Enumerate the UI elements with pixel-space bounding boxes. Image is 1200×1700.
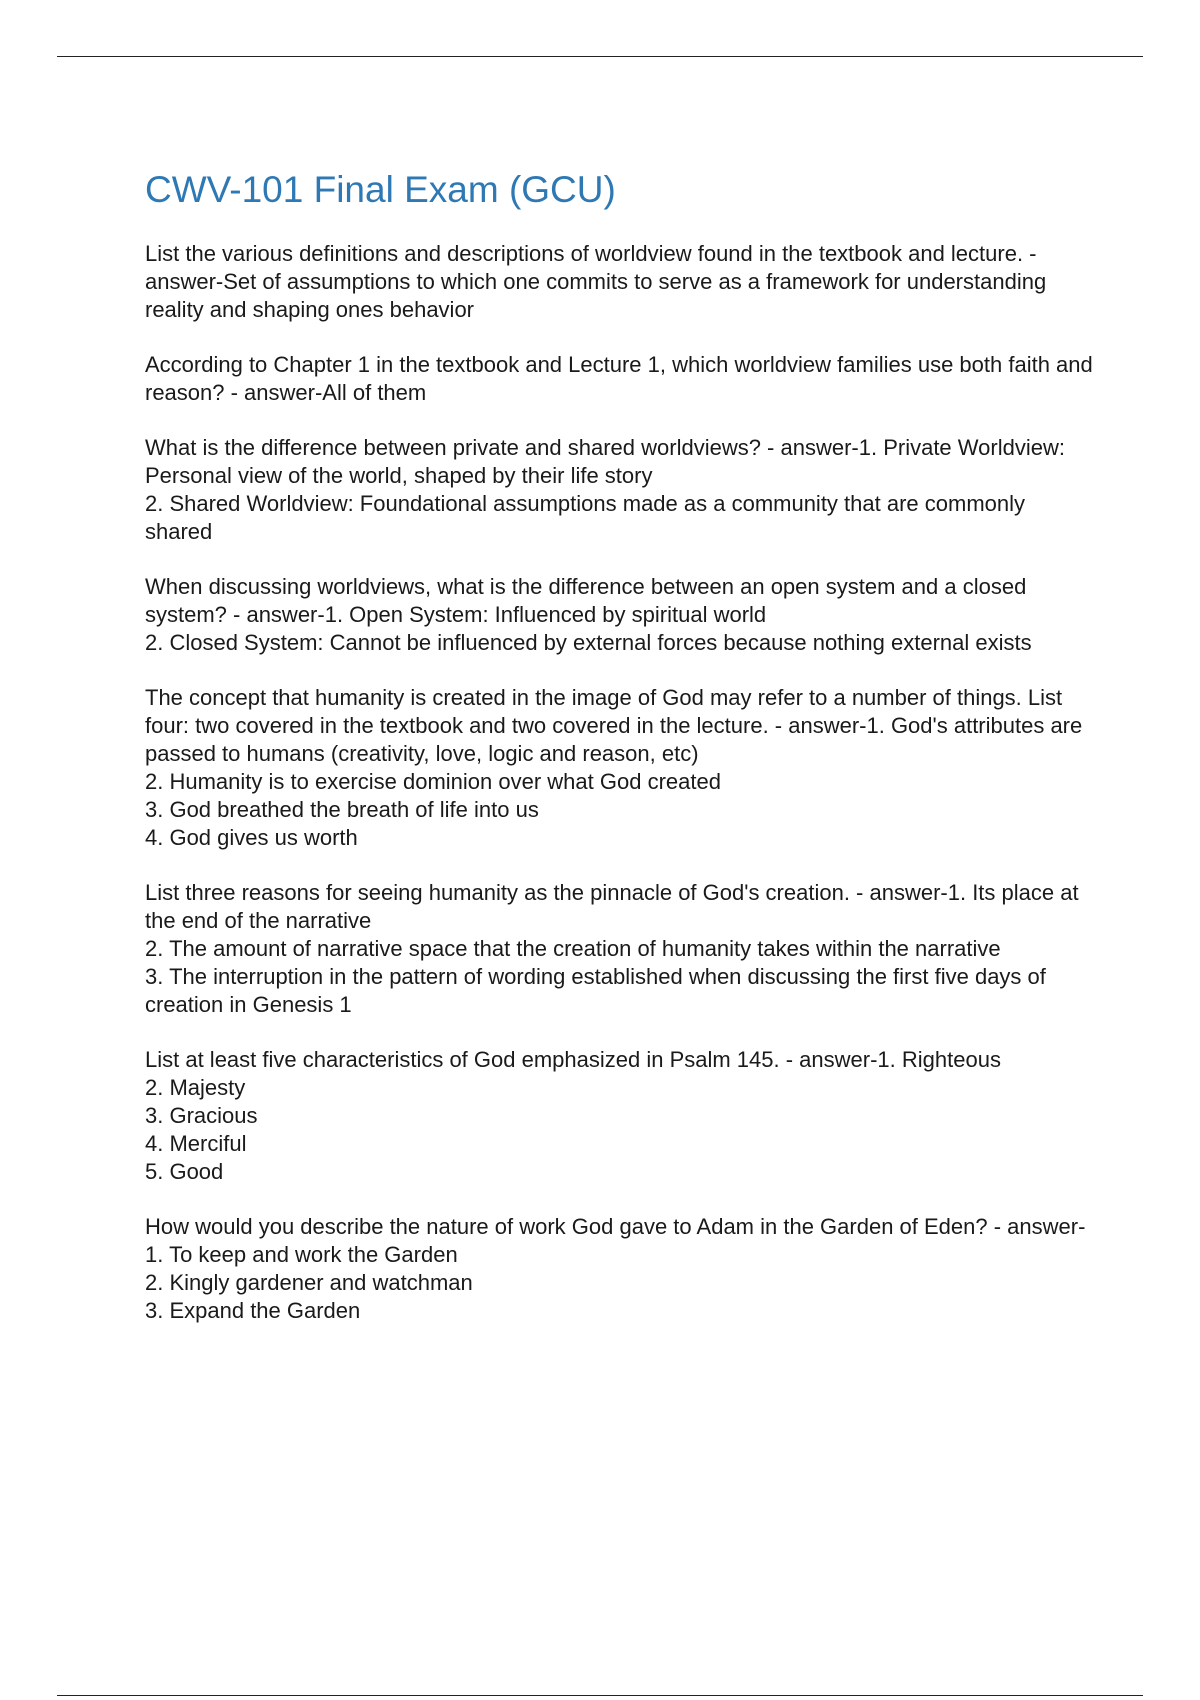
qa-text: 2. Closed System: Cannot be influenced by external forces because nothing external exists (145, 630, 1032, 656)
qa-text: What is the difference between private and shared worldviews? - answer-1. Private Worldview: Personal view of the world, shaped by their life story (145, 435, 1065, 489)
qa-text: How would you describe the nature of work God gave to Adam in the Garden of Eden? - answer-1. To keep and work the Garden (145, 1214, 1086, 1268)
qa-item (145, 1213, 1095, 1325)
qa-item (145, 879, 1095, 1019)
qa-text: According to Chapter 1 in the textbook and Lecture 1, which worldview families use both faith and reason? - answer-All of them (145, 352, 1093, 406)
document-title: CWV-101 Final Exam (GCU) (145, 169, 616, 210)
qa-text: 3. God breathed the breath of life into us (145, 797, 539, 823)
qa-item (145, 684, 1095, 852)
qa-text: 4. God gives us worth (145, 825, 358, 851)
qa-text: 2. Shared Worldview: Foundational assumptions made as a community that are commonly shared (145, 491, 1026, 545)
header-divider (57, 56, 1143, 57)
qa-item (145, 351, 1095, 407)
qa-text: 4. Merciful (145, 1131, 247, 1157)
qa-item (145, 573, 1095, 657)
qa-text: List the various definitions and descriptions of worldview found in the textbook and lecture. - answer-Set of assumptions to which one commits to serve as a framework for understanding reality and shaping ones behavior (145, 241, 1047, 323)
qa-text: When discussing worldviews, what is the difference between an open system and a closed system? - answer-1. Open System: Influenced by spiritual world (145, 574, 1027, 628)
qa-item (145, 240, 1095, 324)
qa-text: 3. Expand the Garden (145, 1298, 361, 1324)
footer-divider (57, 1695, 1143, 1696)
qa-text: 2. Humanity is to exercise dominion over what God created (145, 769, 721, 795)
qa-text: 3. Gracious (145, 1103, 258, 1129)
qa-text: 3. The interruption in the pattern of wording established when discussing the first five days of creation in Genesis 1 (145, 964, 1046, 1018)
document-body (145, 168, 1095, 1352)
qa-text: 2. Kingly gardener and watchman (145, 1270, 473, 1296)
qa-text: List at least five characteristics of God emphasized in Psalm 145. - answer-1. Righteous (145, 1047, 1001, 1073)
qa-text: 2. Majesty (145, 1075, 246, 1101)
qa-text: 5. Good (145, 1159, 224, 1185)
qa-text: List three reasons for seeing humanity as the pinnacle of God's creation. - answer-1. Its place at the end of the narrative (145, 880, 1079, 934)
qa-text: 2. The amount of narrative space that the creation of humanity takes within the narrative (145, 936, 1001, 962)
qa-item (145, 434, 1095, 546)
qa-text: The concept that humanity is created in the image of God may refer to a number of things. List four: two covered in the textbook and two covered in the lecture. - answer-1. God's attributes are passed to humans (creativity, love, logic and reason, etc) (145, 685, 1083, 767)
qa-item (145, 1046, 1095, 1186)
